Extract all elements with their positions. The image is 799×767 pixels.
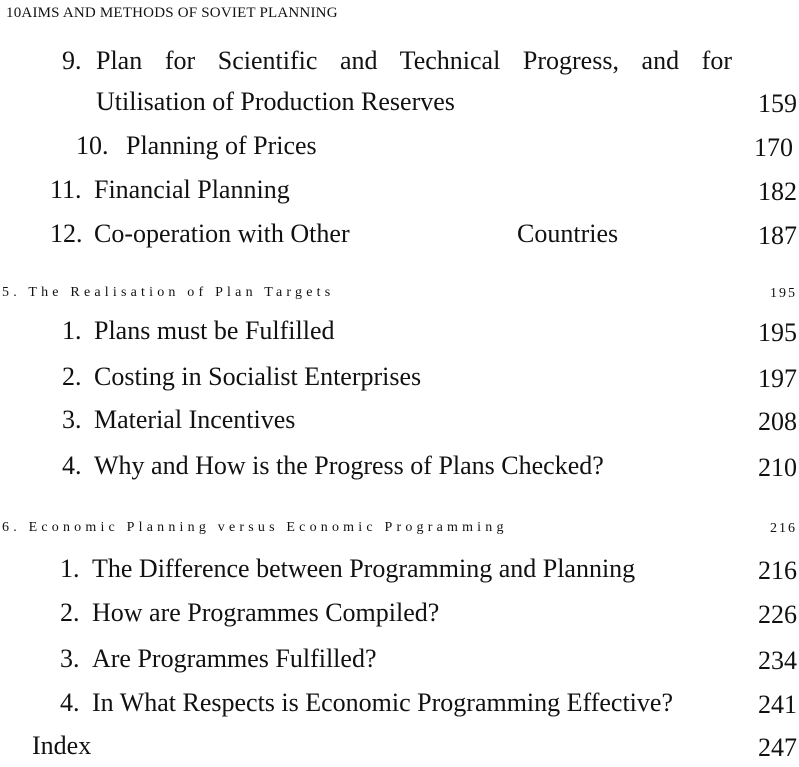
toc-entry-title: Material Incentives [94,405,296,434]
toc-entry-number: 3. [62,405,82,434]
toc-entry-number: 11. [50,175,82,204]
toc-page-number: 187 [758,221,797,250]
toc-entry-number: 2. [62,362,82,391]
toc-entry-title: The Difference between Programming and Planning [92,554,636,583]
toc-entry-title: Are Programmes Fulfilled? [92,644,377,673]
toc-page-number: 216 [758,556,797,585]
toc-entry-number: 1. [62,316,82,345]
toc-entry-title: In What Respects is Economic Programming Effective? [92,688,673,717]
chapter-heading [2,284,334,302]
toc-entry-number: 2. [60,598,80,627]
toc-page-number: 208 [758,407,797,436]
toc-entry-number: 3. [60,644,80,673]
toc-entry-number: 4. [62,451,82,480]
toc-entry-number: 1. [60,554,80,583]
chapter-page-number: 195 [770,286,797,301]
chapter-number: 6. [2,520,21,535]
toc-page-number: 182 [758,177,797,206]
toc-entry-title: Why and How is the Progress of Plans Checked? [94,451,604,480]
toc-page-number: 226 [758,600,797,629]
toc-page-number: 170 [754,133,793,162]
toc-page-number: 197 [758,364,797,393]
toc-entry-number: 4. [60,688,80,717]
toc-entry-number: 9. [62,46,82,75]
toc-entry-title: Plan for Scientific and Technical Progress, and for [96,46,732,75]
chapter-page-number: 216 [770,521,797,536]
toc-entry-number: 12. [50,219,83,248]
toc-page-number: 247 [758,733,797,762]
toc-entry-title: Planning of Prices [126,131,317,160]
toc-page-number: 210 [758,453,797,482]
toc-entry-title: How are Programmes Compiled? [92,598,440,627]
chapter-number: 5. [2,285,21,300]
toc-page-number: 234 [758,646,797,675]
chapter-title: The Realisation of Plan Targets [28,285,335,300]
toc-entry-title: Costing in Socialist Enterprises [94,362,422,391]
toc-entry-title-continued: Utilisation of Production Reserves [96,87,455,116]
toc-page-number: 195 [758,318,797,347]
running-title: AIMS AND METHODS OF SOVIET PLANNING [21,5,338,21]
toc-index-title: Index [32,731,92,760]
chapter-title: Economic Planning versus Economic Programming [28,520,508,535]
running-header [6,5,338,22]
toc-page-number: 241 [758,690,797,719]
page-number: 10 [6,5,22,21]
toc-entry-title: Plans must be Fulfilled [94,316,335,345]
toc-page-number: 159 [758,89,797,118]
toc-entry-number: 10. [76,131,109,160]
toc-entry-title: Co-operation with Other [94,219,350,248]
chapter-heading [2,519,508,537]
toc-entry-title-end: Countries [517,219,619,248]
toc-entry-title: Financial Planning [94,175,290,204]
